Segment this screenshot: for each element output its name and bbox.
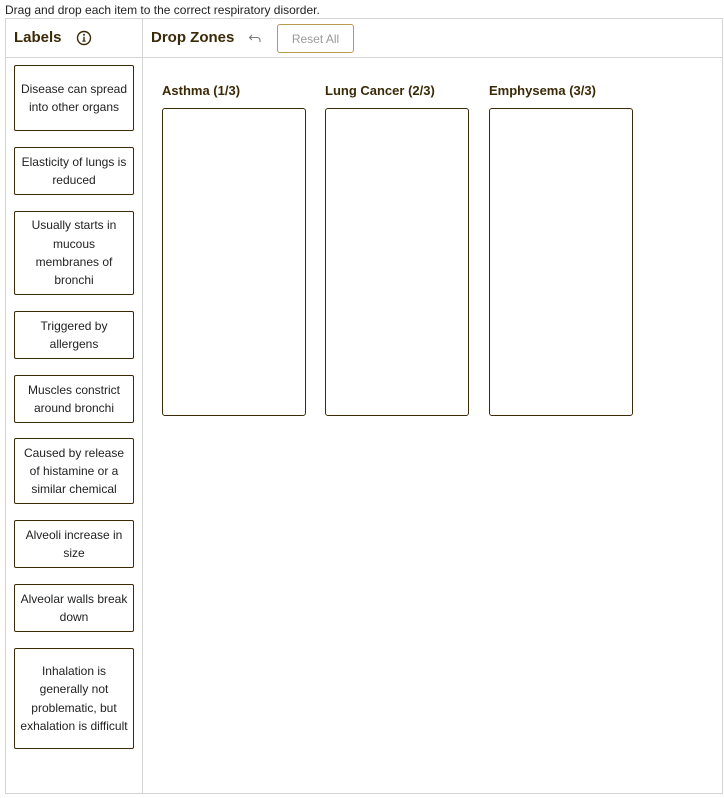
- column-divider: [142, 19, 143, 793]
- drop-zone-emphysema: [489, 81, 596, 101]
- drag-drop-panel: [5, 18, 723, 794]
- label-card[interactable]: Usually starts in mucous membranes of bronchi: [14, 211, 134, 295]
- reset-all-button[interactable]: Reset All: [277, 24, 354, 53]
- instruction-text: Drag and drop each item to the correct respiratory disorder.: [5, 3, 320, 17]
- panel-header: [6, 19, 722, 58]
- drop-zone-box[interactable]: [162, 108, 306, 416]
- label-card[interactable]: Alveoli increase in size: [14, 520, 134, 568]
- label-card[interactable]: Triggered by allergens: [14, 311, 134, 359]
- label-card[interactable]: Alveolar walls break down: [14, 584, 134, 632]
- label-card[interactable]: Inhalation is generally not problematic, but exhalation is difficult: [14, 648, 134, 749]
- drop-zones-heading: Drop Zones: [151, 29, 235, 46]
- label-card[interactable]: Muscles constrict around bronchi: [14, 375, 134, 423]
- label-card[interactable]: Disease can spread into other organs: [14, 65, 134, 131]
- label-card[interactable]: Caused by release of histamine or a similar chemical: [14, 438, 134, 504]
- label-card[interactable]: Elasticity of lungs is reduced: [14, 147, 134, 195]
- drop-zone-title: Lung Cancer (2/3): [325, 83, 435, 98]
- labels-heading: Labels: [14, 29, 62, 46]
- drop-zone-asthma: [162, 81, 240, 101]
- drop-zone-box[interactable]: [325, 108, 469, 416]
- info-icon[interactable]: [76, 30, 92, 46]
- drop-zone-box[interactable]: [489, 108, 633, 416]
- drop-zone-title: Emphysema (3/3): [489, 83, 596, 98]
- drop-zone-lung-cancer: [325, 81, 435, 101]
- undo-icon[interactable]: [248, 31, 262, 45]
- drop-zone-title: Asthma (1/3): [162, 83, 241, 98]
